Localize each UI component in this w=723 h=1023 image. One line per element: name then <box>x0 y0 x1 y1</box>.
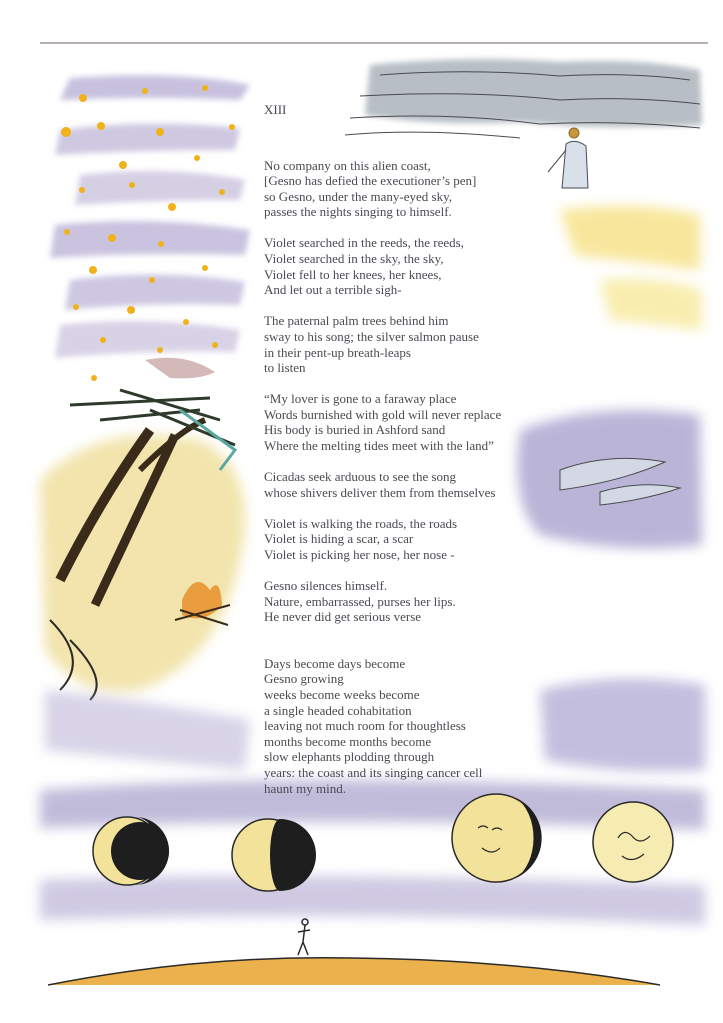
poem-line: haunt my mind. <box>264 780 346 796</box>
moon-full <box>593 802 673 882</box>
poem-line: passes the nights singing to himself. <box>264 204 452 220</box>
stick-figure-bottom <box>298 919 310 955</box>
purple-wash-lower-right <box>540 679 705 772</box>
stanza-3 <box>264 313 564 375</box>
moon-waning-crescent <box>93 817 169 885</box>
poem-line: Nature, embarrassed, purses her lips. <box>264 593 456 609</box>
yellow-wash-right <box>560 206 702 330</box>
poem-line: leaving not much room for thoughtless <box>264 718 466 734</box>
stanza-5 <box>264 469 564 500</box>
stanza-7 <box>264 578 564 625</box>
poem-line: Cicadas seek arduous to see the song <box>264 469 457 485</box>
poem-line: Gesno growing <box>264 671 344 687</box>
poem-line: so Gesno, under the many-eyed sky, <box>264 188 452 204</box>
moon-half <box>232 819 316 891</box>
stanza-4 <box>264 391 564 453</box>
purple-wash-lower-left <box>45 690 250 770</box>
poem <box>264 102 564 812</box>
poem-line: slow elephants plodding through <box>264 749 435 765</box>
poem-line: He never did get serious verse <box>264 609 422 625</box>
poem-title: XIII <box>264 102 287 117</box>
poem-line: Words burnished with gold will never replace <box>264 406 502 422</box>
stanza-2 <box>264 235 564 297</box>
poem-line: And let out a terrible sigh- <box>264 282 402 298</box>
poem-line: [Gesno has defied the executioner’s pen] <box>264 173 477 189</box>
poem-line: Violet fell to her knees, her knees, <box>264 266 442 282</box>
poem-line: Days become days become <box>264 655 406 671</box>
poem-line: Violet searched in the sky, the sky, <box>264 251 444 267</box>
poem-line: Violet is hiding a scar, a scar <box>264 531 414 547</box>
poem-line: No company on this alien coast, <box>264 157 431 173</box>
poem-line: years: the coast and its singing cancer cell <box>264 765 483 780</box>
palm-trees <box>40 358 245 700</box>
poem-line: months become months become <box>264 733 432 749</box>
poem-line: weeks become weeks become <box>264 687 420 703</box>
poem-line: whose shivers deliver them from themselves <box>264 484 496 500</box>
sky-wash-left <box>50 75 250 358</box>
poem-line: “My lover is gone to a faraway place <box>264 391 457 407</box>
poem-line: Violet is picking her nose, her nose - <box>264 546 455 562</box>
stanza-8 <box>264 656 564 796</box>
poem-line: Violet is walking the roads, the roads <box>264 515 458 531</box>
stanza-6 <box>264 516 564 563</box>
poem-line: The paternal palm trees behind him <box>264 313 449 329</box>
poem-line: Where the melting tides meet with the land” <box>264 438 494 453</box>
stanza-1 <box>264 158 564 220</box>
poem-line: a single headed cohabitation <box>264 702 412 718</box>
poem-line: Gesno silences himself. <box>264 578 388 594</box>
poem-line: Violet searched in the reeds, the reeds, <box>264 235 464 251</box>
sand-hill <box>48 958 660 985</box>
poem-line: His body is buried in Ashford sand <box>264 422 446 438</box>
poem-line: to listen <box>264 360 306 376</box>
poem-line: in their pent-up breath-leaps <box>264 344 411 360</box>
poem-line: sway to his song; the silver salmon pause <box>264 328 479 344</box>
